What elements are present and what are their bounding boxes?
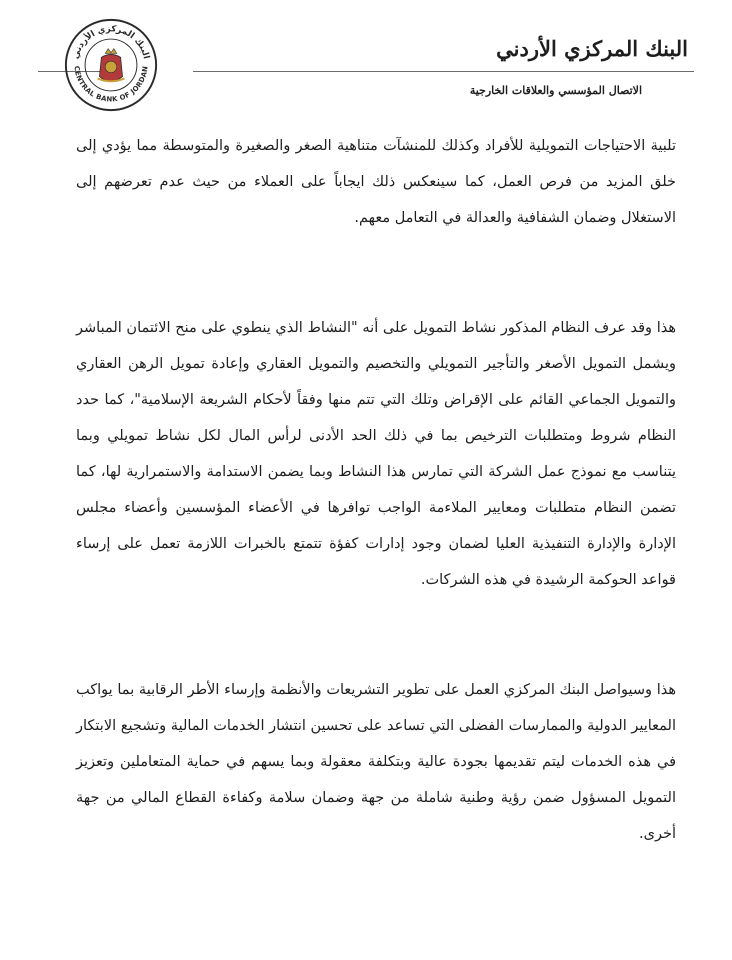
bank-name-title: البنك المركزي الأردني [496,36,688,61]
central-bank-seal-icon [63,17,159,113]
seal-arabic-name: البنك المركزي الأردني [70,24,151,61]
press-release-body [76,128,676,852]
header-rule-right [193,71,694,72]
paragraph-2: هذا وقد عرف النظام المذكور نشاط التمويل على أنه "النشاط الذي ينطوي على منح الائتمان المباشر ويشمل التمويل الأصغر والتأجير التمويلي والتخصيم والتمويل العقاري وإعادة تمويل الرهن العقاري والتمويل الجماعي القائم على الإقراض وتلك التي تتم منها وفقاً لأحكام الشريعة الإسلامية"، كما حدد النظام شروط ومتطلبات الترخيص بما في ذلك الحد الأدنى لرأس المال لكل نشاط تمويلي وبما يتناسب مع نموذج عمل الشركة التي تمارس هذا النشاط وبما يضمن الاستدامة والاستمرارية لها، كما تضمن النظام متطلبات ومعايير الملاءمة الواجب توافرها في الأعضاء المؤسسين وأعضاء مجلس الإدارة والإدارة التنفيذية العليا لضمان وجود إدارات كفؤة تتمتع بالخبرات اللازمة تعمل على إرساء قواعد الحوكمة الرشيدة في هذه الشركات. [76,320,676,588]
seal-english-name: CENTRAL BANK OF JORDAN [72,65,150,104]
department-subtitle: الاتصال المؤسسي والعلاقات الخارجية [469,84,642,97]
paragraph-1: تلبية الاحتياجات التمويلية للأفراد وكذلك للمنشآت متناهية الصغر والصغيرة والمتوسطة مما يؤدي إلى خلق المزيد من فرص العمل، كما سينعكس ذلك ايجاباً على العملاء من حيث عدم تعرضهم إلى الاستغلال وضمان الشفافية والعدالة في التعامل معهم. [76,138,676,226]
letterhead [0,0,732,110]
paragraph-3: هذا وسيواصل البنك المركزي العمل على تطوير التشريعات والأنظمة وإرساء الأطر الرقابية بما يواكب المعايير الدولية والممارسات الفضلى التي تساعد على تحسين انتشار الخدمات المالية وتشجيع الابتكار في هذه الخدمات ليتم تقديمها بجودة عالية وبتكلفة معقولة وبما يسهم في حماية المتعاملين وتعزيز التمويل المسؤول ضمن رؤية وطنية شاملة من جهة وضمان سلامة وكفاءة القطاع المالي من جهة أخرى. [76,682,676,842]
